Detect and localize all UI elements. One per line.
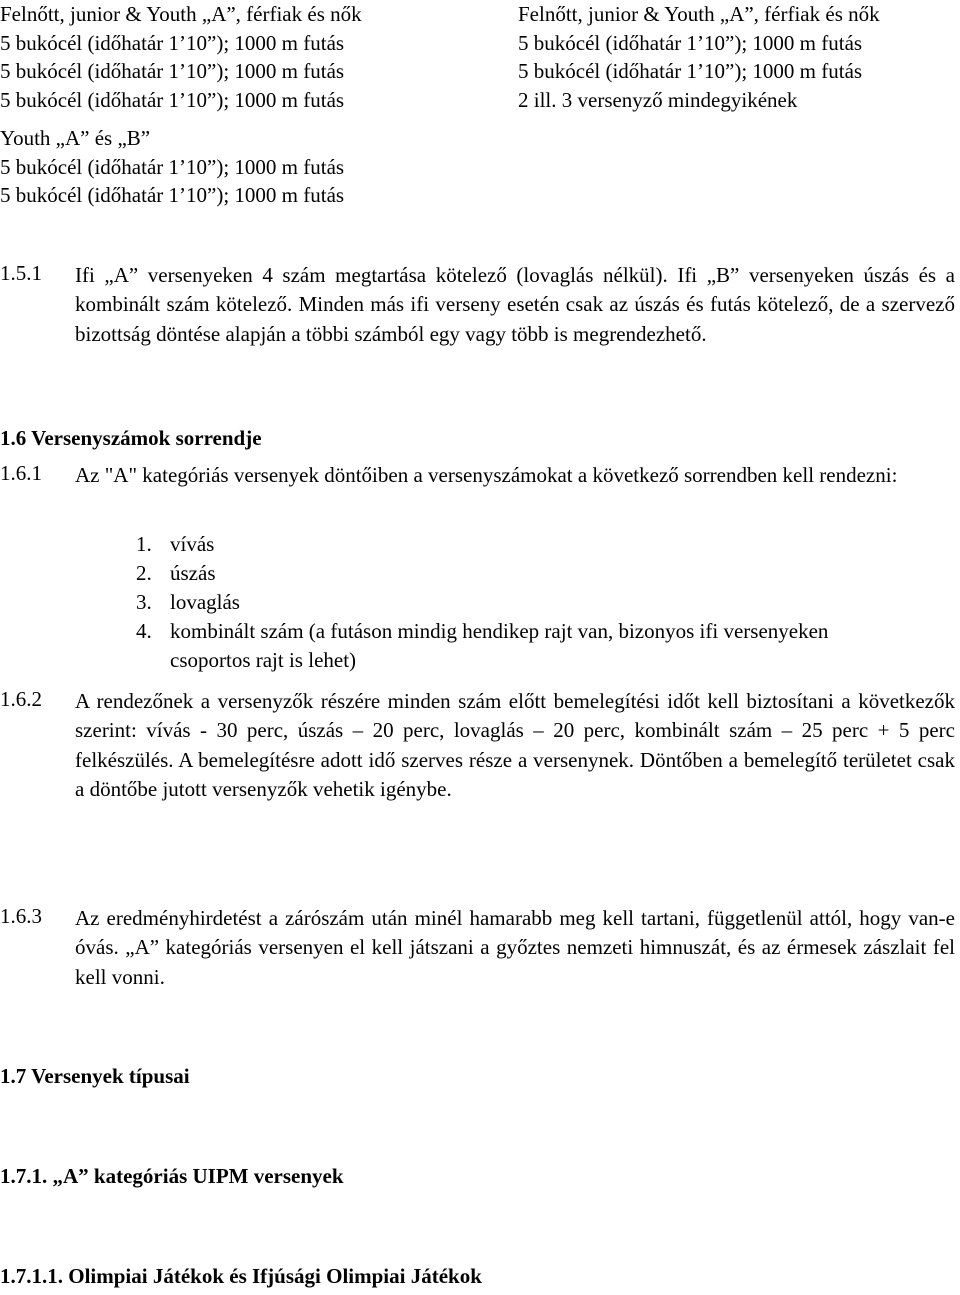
paragraph-text: Az eredményhirdetést a zárószám után minél hamarabb meg kell tartani, függetlenül attól, hogy van-e óvás. „A” kategóriás versenyen el kell játszani a győztes nemzeti himnuszát, és az érmesek zászlait fel kell vonni. <box>75 906 955 989</box>
right-line: Felnőtt, junior & Youth „A”, férfiak és nők <box>518 2 880 26</box>
list-item-number: 4. <box>136 619 152 643</box>
list-item <box>136 617 850 675</box>
list-item-number: 3. <box>136 590 152 614</box>
youth-block <box>0 124 344 210</box>
paragraph-1-6-3 <box>0 904 960 992</box>
right-line: 5 bukócél (időhatár 1’10”); 1000 m futás <box>518 30 863 55</box>
section-heading-1-6: 1.6 Versenyszámok sorrendje <box>0 426 262 450</box>
paragraph-1-6-1 <box>0 461 960 490</box>
list-item-text: vívás <box>170 532 215 556</box>
left-line: 5 bukócél (időhatár 1’10”); 1000 m futás <box>0 59 345 84</box>
list-item <box>136 588 856 617</box>
youth-line: 5 bukócél (időhatár 1’10”); 1000 m futás <box>0 154 345 179</box>
right-line: 5 bukócél (időhatár 1’10”); 1000 m futás <box>518 59 863 84</box>
left-line: Felnőtt, junior & Youth „A”, férfiak és nők <box>0 2 362 26</box>
list-item-text: úszás <box>170 561 216 585</box>
left-line: 5 bukócél (időhatár 1’10”); 1000 m futás <box>0 87 345 112</box>
list-item-number: 1. <box>136 532 152 556</box>
left-line: 5 bukócél (időhatár 1’10”); 1000 m futás <box>0 30 345 55</box>
section-heading-1-7: 1.7 Versenyek típusai <box>0 1064 190 1088</box>
left-column <box>0 0 362 114</box>
paragraph-text: A rendezőnek a versenyzők részére minden szám előtt bemelegítési időt kell biztosítani a következők szerint: vívás - 30 perc, úszás – 20 perc, lovaglás – 20 perc, kombinált szám – 25 perc + 5 perc felkészülés. A bemelegítésre adott idő szerves része a versenynek. Döntőben a bemelegítő területet csak a döntőbe jutott versenyzők vehetik igénybe. <box>75 689 955 801</box>
youth-line: 5 bukócél (időhatár 1’10”); 1000 m futás <box>0 183 345 208</box>
youth-line: Youth „A” és „B” <box>0 126 151 150</box>
paragraph-number: 1.6.2 <box>0 687 42 711</box>
paragraph-text: Ifi „A” versenyeken 4 szám megtartása kötelező (lovaglás nélkül). Ifi „B” versenyeken úszás és a kombinált szám kötelező. Minden más ifi verseny esetén csak az úszás és futás kötelező, de a szervező bizottság döntése alapján a többi számból egy vagy több is megrendezhető. <box>75 263 955 346</box>
paragraph-number: 1.5.1 <box>0 261 42 285</box>
list-item <box>136 530 856 559</box>
list-item-number: 2. <box>136 561 152 585</box>
paragraph-text: Az "A" kategóriás versenyek döntőiben a versenyszámokat a következő sorrendben kell rendezni: <box>75 463 898 487</box>
list-item-text: lovaglás <box>170 590 240 614</box>
right-line: 2 ill. 3 versenyző mindegyikének <box>518 87 798 112</box>
list-item-text: kombinált szám (a futáson mindig hendikep rajt van, bizonyos ifi versenyeken csoportos rajt is lehet) <box>170 619 829 672</box>
paragraph-1-5-1 <box>0 261 960 349</box>
list-item <box>136 559 856 588</box>
section-heading-1-7-1-1: 1.7.1.1. Olimpiai Játékok és Ifjúsági Olimpiai Játékok <box>0 1264 482 1288</box>
paragraph-number: 1.6.3 <box>0 904 42 928</box>
paragraph-1-6-2 <box>0 687 960 804</box>
section-heading-1-7-1: 1.7.1. „A” kategóriás UIPM versenyek <box>0 1164 344 1188</box>
paragraph-number: 1.6.1 <box>0 461 42 485</box>
right-column <box>518 0 880 114</box>
order-list <box>136 530 856 675</box>
